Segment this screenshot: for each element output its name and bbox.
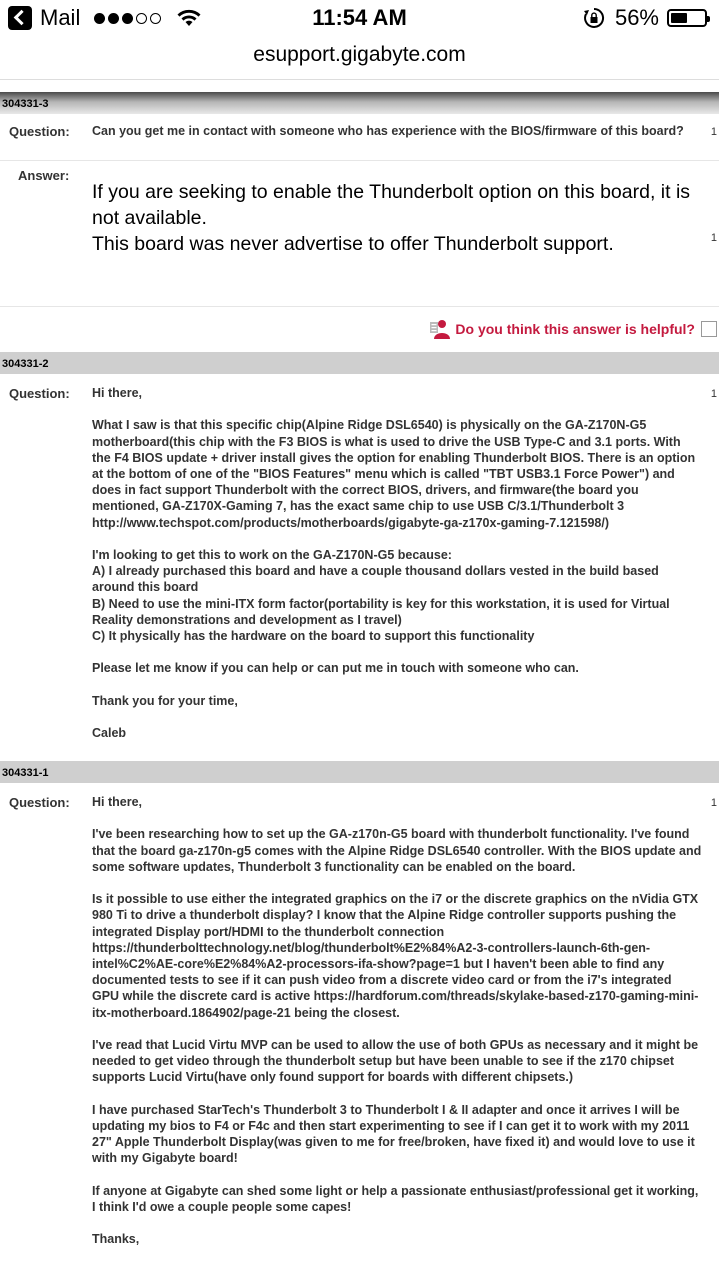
answer-line: This board was never advertise to offer Thunderbolt support.: [92, 233, 614, 255]
question-paragraph: Please let me know if you can help or can put me in touch with someone who can.: [92, 661, 579, 676]
entry-id-header: 304331-1: [0, 761, 719, 783]
user-help-icon: [429, 318, 451, 340]
question-text: [92, 123, 702, 139]
question-text: [92, 385, 702, 741]
question-label: Question:: [9, 124, 70, 139]
helpful-feedback: [429, 318, 717, 340]
divider: [0, 160, 719, 161]
question-paragraph: I've been researching how to set up the GA-z170n-G5 board with thunderbolt functionality. I've found that the board ga-z170n-g5 comes with the Alpine Ridge DSL6540 controller. With the BIOS update and some software updates, Thunderbolt 3 functionality can be enabled on the board.: [92, 827, 702, 874]
divider: [0, 79, 719, 80]
battery-percent: 56%: [614, 5, 659, 30]
battery-level: [671, 13, 687, 23]
answer-label: Answer:: [18, 168, 70, 183]
side-number: 1: [710, 797, 717, 809]
question-paragraph: What I saw is that this specific chip(Alpine Ridge DSL6540) is physically on the GA-Z170N-G5 motherboard(this chip with the F3 BIOS is what is used to drive the USB Type-C and 3.1 ports. With the F4 BIOS update + driver install gives the option for enabling Thunderbolt BIOS. There is an option at the bottom of one of the "BIOS Features" menu which is called "TBT USB3.1 Force Power") and does in fact support Thunderbolt with the correct BIOS, drivers, and firmware(the board you mentioned, GA-Z170X-Gaming 7, has the exact same chip to use USB C/3.1/Thunderbolt 3 http://www.techspot.com/products/motherboards/gigabyte-ga-z170x-gaming-7.121598/): [92, 418, 696, 530]
question-paragraph: Caleb: [92, 726, 127, 741]
entry-id-header: 304331-3: [0, 92, 719, 114]
helpful-checkbox[interactable]: [701, 321, 717, 337]
question-paragraph: C) It physically has the hardware on the board to support this functionality: [92, 629, 535, 644]
question-paragraph: If anyone at Gigabyte can shed some light or help a passionate enthusiast/professional get it working, I think I'd owe a couple people some capes!: [92, 1183, 699, 1214]
question-paragraph: Can you get me in contact with someone who has experience with the BIOS/firmware of this board?: [92, 124, 684, 138]
entry-id-header: 304331-2: [0, 352, 719, 374]
clock: 11:54 AM: [312, 5, 407, 30]
back-app-label[interactable]: Mail: [40, 5, 81, 30]
answer-line: If you are seeking to enable the Thunderbolt option on this board, it is not available.: [92, 181, 691, 229]
question-paragraph: B) Need to use the mini-ITX form factor(portability is key for this workstation, it is used for Virtual Reality demonstrations and development as I travel): [92, 596, 670, 627]
side-number: 1: [710, 388, 717, 400]
question-paragraph: Hi there,: [92, 386, 143, 400]
question-paragraph: Thanks,: [92, 1232, 140, 1247]
divider: [0, 306, 719, 307]
battery-icon: [667, 9, 707, 27]
side-number: 1: [710, 232, 717, 244]
question-paragraph: Is it possible to use either the integrated graphics on the i7 or the discrete graphics on the nVidia GTX 980 Ti to drive a thunderbolt display? I know that the Alpine Ridge controller supports pushing the integrated Display port/HDMI to the thunderbolt connection https://thunderbolttechnology.net/blog/thunderbolt%E2%84%A2-3-controllers-launch-6th-gen-intel%C2%AE-core%E2%84%A2-processors-ifa-show?page=1 but I haven't been able to find any documented tests to see if it can push video from a discrete video card or from the i7's integrated GPU while the discrete card is active https://hardforum.com/threads/skylake-based-z170-gaming-mini-itx-motherboard.1864902/page-21 being the closest.: [92, 892, 699, 1020]
question-label: Question:: [9, 386, 70, 401]
question-paragraph: A) I already purchased this board and have a couple thousand dollars vested in the build based around this board: [92, 564, 659, 595]
address-bar[interactable]: esupport.gigabyte.com: [253, 43, 466, 66]
question-paragraph: Thank you for your time,: [92, 693, 238, 708]
status-bar: [0, 0, 719, 40]
helpful-question[interactable]: Do you think this answer is helpful?: [455, 321, 695, 337]
orientation-lock-icon: [583, 7, 605, 29]
question-paragraph: Hi there,: [92, 795, 143, 809]
question-paragraph: I've read that Lucid Virtu MVP can be used to allow the use of both GPUs as necessary and it might be needed to get video through the thunderbolt setup but have been unable to see if the z170 chipset supports Lucid Virtu(have only found support for boards with different chipsets.): [92, 1038, 699, 1085]
question-paragraph: I have purchased StarTech's Thunderbolt 3 to Thunderbolt I & II adapter and once it arrives I will be updating my bios to F4 or F4c and then start experimenting to see if I can get it to work with my 2011 27" Apple Thunderbolt Display(was given to me for free/broken, have fixed it) and would love to use it with my Gigabyte board!: [92, 1102, 695, 1166]
question-label: Question:: [9, 795, 70, 810]
question-text: [92, 794, 702, 1248]
question-paragraph: I'm looking to get this to work on the GA-Z170N-G5 because:: [92, 548, 452, 562]
answer-text: [92, 179, 692, 257]
side-number: 1: [710, 126, 717, 138]
